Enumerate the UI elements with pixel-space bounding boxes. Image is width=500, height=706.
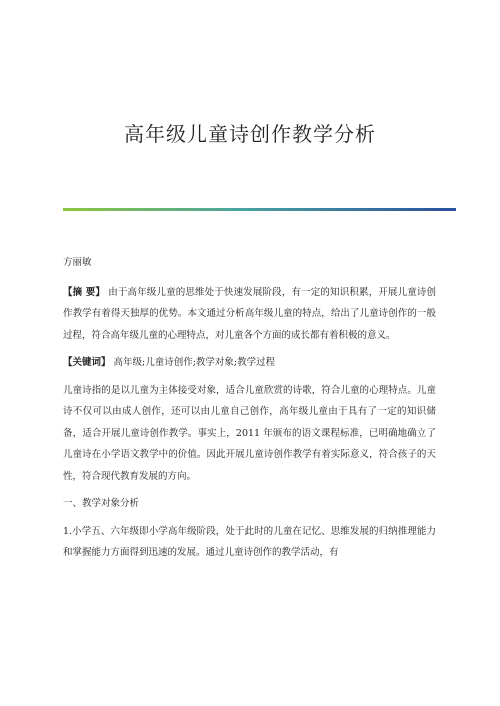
title-divider [63,208,456,211]
abstract-label: 【摘 要】 [63,286,106,298]
body-paragraph: 儿童诗指的是以儿童为主体接受对象，适合儿童欣赏的诗歌，符合儿童的心理特点。儿童诗不仅可以由成人创作，还可以由儿童自己创作，高年级儿童由于具有了一定的知识储备，适合开展儿童诗创作教学。事实上，2011 年颁布的语文课程标准，已明确地确立了儿童诗在小学语文教学中的价值。因此开展儿童诗创作教学有着实际意义，符合孩子的天性，符合现代教育发展的方向。 [63,384,436,482]
section-heading: 一、教学对象分析 [63,498,140,509]
author-name: 方丽敏 [63,257,92,268]
section-paragraph: 1.小学五、六年级即小学高年级阶段，处于此时的儿童在记忆、思维发展的归纳推理能力和掌握能力方面得到迅速的发展。通过儿童诗创作的教学活动，有 [63,525,436,558]
keywords-label: 【关键词】 [63,357,111,368]
document-body [63,252,436,570]
document-title: 高年级儿童诗创作教学分析 [124,122,376,146]
keywords-text: 高年级;儿童诗创作;教学对象;教学过程 [110,357,276,368]
abstract-text: 由于高年级儿童的思维处于快速发展阶段，有一定的知识积累，开展儿童诗创作教学有着得天独厚的优势。本文通过分析高年级儿童的特点，给出了儿童诗创作的一般过程，符合高年级儿童的心理特点，对儿童各个方面的成长都有着积极的意义。 [63,286,436,341]
keywords [63,352,436,374]
abstract [63,282,436,347]
